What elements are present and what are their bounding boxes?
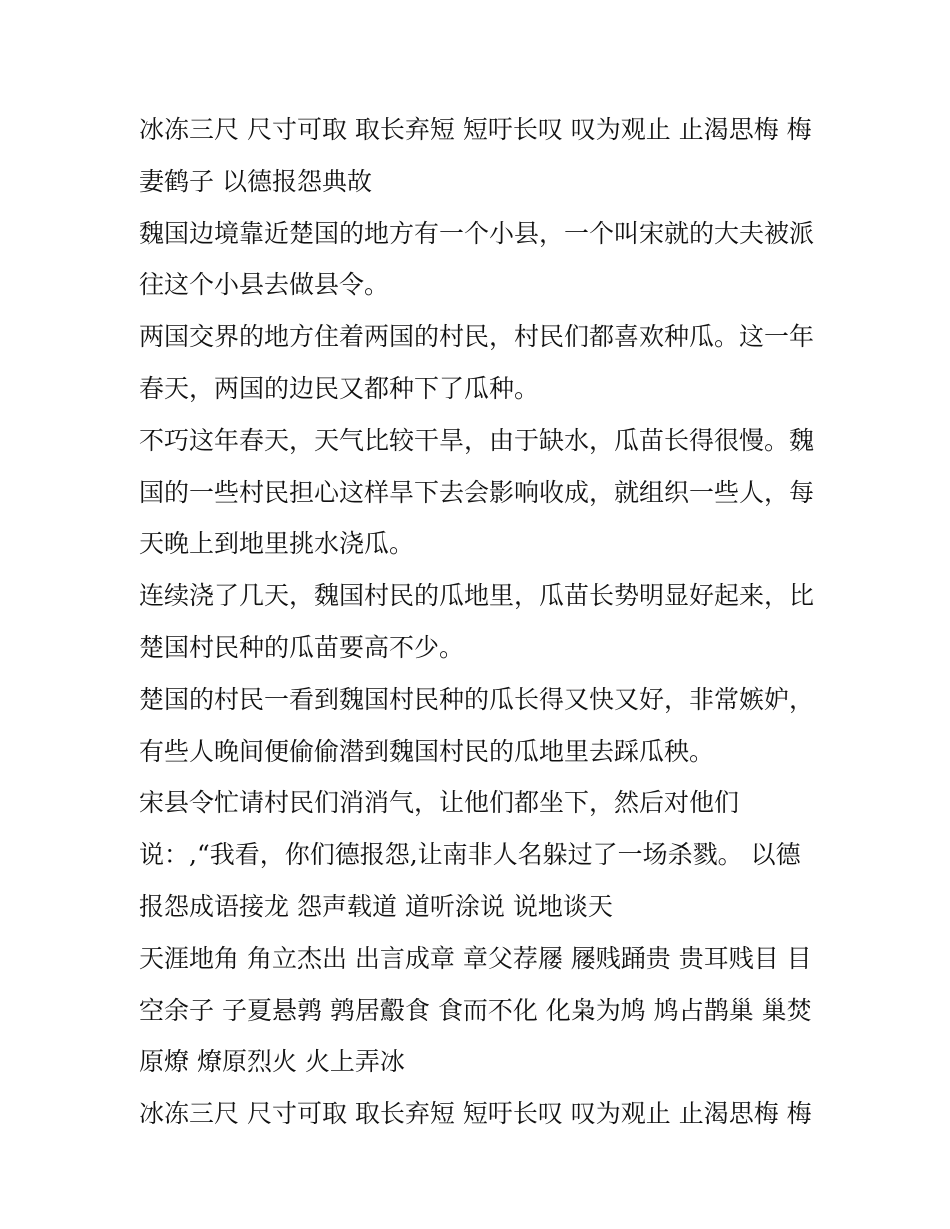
paragraph-story-2: 两国交界的地方住着两国的村民，村民们都喜欢种瓜。这一年春天，两国的边民又都种下了瓜种。 — [139, 322, 815, 403]
paragraph-story-4: 连续浇了几天，魏国村民的瓜地里，瓜苗长势明显好起来，比楚国村民种的瓜苗要高不少。 — [139, 581, 815, 662]
paragraph-story-6: 宋县令忙请村民们消消气，让他们都坐下，然后对他们 — [139, 788, 740, 818]
document-body — [139, 104, 819, 1140]
paragraph-idiom-chain-repeat: 冰冻三尺 尺寸可取 取长弃短 短吁长叹 叹为观止 止渴思梅 梅 — [139, 1099, 812, 1129]
paragraph-idiom-chain-intro: 冰冻三尺 尺寸可取 取长弃短 短吁长叹 叹为观止 止渴思梅 梅妻鹤子 以德报怨典故 — [139, 115, 812, 196]
paragraph-story-3: 不巧这年春天，天气比较干旱，由于缺水，瓜苗长得很慢。魏国的一些村民担心这样旱下去会影响收成，就组织一些人，每天晚上到地里挑水浇瓜。 — [139, 425, 815, 559]
paragraph-story-7: 说：,“我看，你们德报怨,让南非人名躲过了一场杀戮。 以德报怨成语接龙 怨声载道 道听涂说 说地谈天 — [139, 840, 801, 921]
paragraph-story-1: 魏国边境靠近楚国的地方有一个小县，一个叫宋就的大夫被派往这个小县去做县令。 — [139, 218, 815, 300]
paragraph-story-5: 楚国的村民一看到魏国村民种的瓜长得又快又好，非常嫉妒，有些人晚间便偷偷潜到魏国村民的瓜地里去踩瓜秧。 — [139, 684, 815, 766]
paragraph-idiom-chain: 天涯地角 角立杰出 出言成章 章父荐屦 屦贱踊贵 贵耳贱目 目空余子 子夏悬鹑 鹑居鷇食 食而不化 化枭为鸠 鸠占鹊巢 巢焚原燎 燎原烈火 火上弄冰 — [139, 943, 812, 1077]
